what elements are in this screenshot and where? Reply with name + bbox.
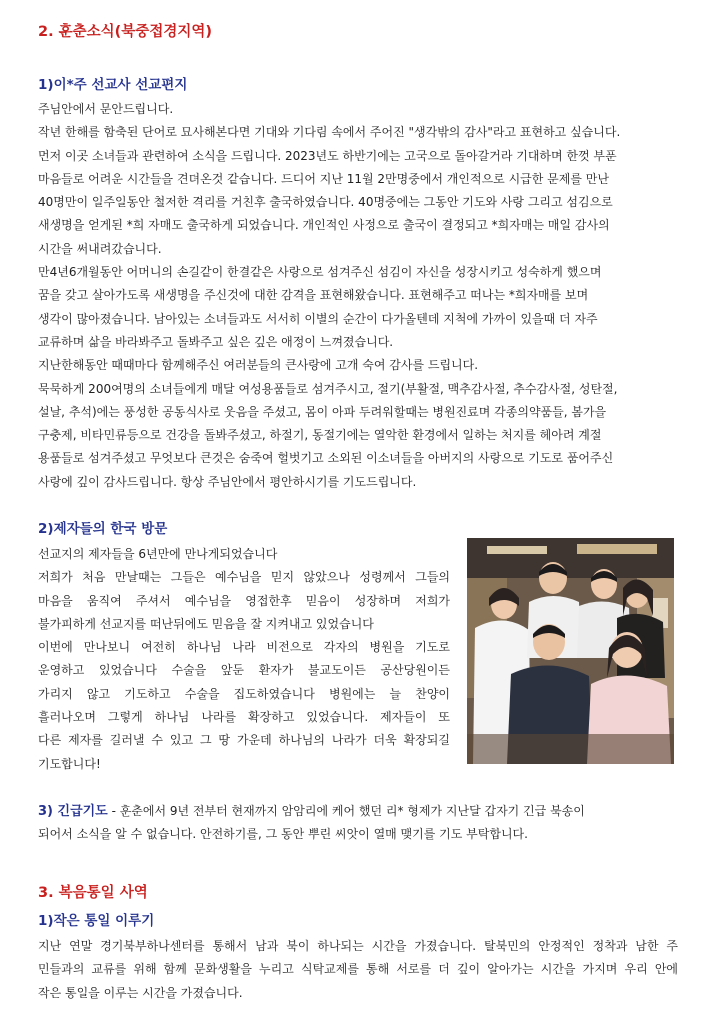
body-line: 다른 제자를 길러낼 수 있고 그 땅 가운데 하나님의 나라가 더욱 확장되길	[38, 733, 450, 748]
urgent-prayer-label: 3) 긴급기도	[38, 804, 108, 819]
body-line: 운영하고 있었습니다 수술을 앞둔 환자가 불교도이든 공산당원이든	[38, 663, 450, 678]
body-line: 마음을 움직여 주셔서 예수님을 영접한후 믿음이 성장하며 저희가	[38, 593, 450, 608]
body-line: 묵묵하게 200여명의 소녀들에게 매달 여성용품들로 섬겨주시고, 절기(부활절, 맥추감사절, 추수감사절, 성탄절,	[38, 381, 618, 396]
body-line: 지난한해동안 때때마다 함께해주신 여러분들의 큰사랑에 고개 숙여 감사를 드립니다.	[38, 358, 479, 373]
body-line: 민들과의 교류를 위해 함께 문화생활을 누리고 식탁교제를 통해 서로를 더 깊이 알아가는 시간을 가지며 우리 안에	[38, 962, 678, 977]
body-line: 생각이 많아졌습니다. 남아있는 소녀들과도 서서히 이별의 순간이 다가올텐데 지척에 가까이 있을때 더 자주	[38, 311, 598, 326]
body-line: 마음들로 어려운 시간들을 견뎌온것 같습니다. 드디어 지난 11월 2만명중에서 개인적으로 시급한 문제를 만난	[38, 171, 609, 186]
missionary-letter-body	[38, 98, 678, 494]
body-line: 사랑에 깊이 감사드립니다. 항상 주님안에서 평안하시기를 기도드립니다.	[38, 474, 417, 489]
body-line: 꿈을 갖고 살아가도록 새생명을 주신것에 대한 감격을 표현해왔습니다. 표현해주고 떠나는 *희자매를 보며	[38, 288, 589, 303]
section-2-title: 2. 훈춘소식(북중접경지역)	[38, 24, 212, 40]
section-3-title: 3. 복음통일 사역	[38, 885, 148, 901]
body-line: 흘러나오며 그렇게 하나님 나라를 확장하고 있었습니다. 제자들이 또	[38, 710, 450, 725]
small-unification-body	[38, 935, 678, 1005]
body-line: 구충제, 비타민류등으로 건강을 돌봐주셨고, 하절기, 동절기에는 열악한 환경에서 일하는 처지를 헤아려 계절	[38, 428, 602, 443]
body-line: 이번에 만나보니 여전히 하나님 나라 비전으로 각자의 병원을 기도로	[38, 640, 450, 655]
urgent-prayer-text: - 훈춘에서 9년 전부터 현재까지 암암리에 케어 했던 리* 형제가 지난달 갑자기 긴급 북송이	[107, 804, 585, 818]
urgent-prayer	[38, 800, 678, 847]
body-line: 작은 통일을 이루는 시간을 가졌습니다.	[38, 985, 243, 1000]
body-line: 40명만이 일주일동안 철저한 격리를 거친후 출국하였습니다. 40명중에는 그동안 기도와 사랑 그리고 섬김으로	[38, 195, 613, 210]
body-line: 지난 연말 경기북부하나센터를 통해서 남과 북이 하나되는 시간을 가졌습니다. 탈북민의 안정적인 정착과 남한 주	[38, 939, 678, 953]
urgent-prayer-line	[38, 800, 678, 823]
body-line: 새생명을 얻게된 *희 자매도 출국하게 되었습니다. 개인적인 사정으로 출국이 결정되고 *희자매는 매일 감사의	[38, 218, 610, 233]
body-line: 저희가 처음 만날때는 그들은 예수님을 믿지 않았으나 성령께서 그들의	[38, 570, 450, 585]
missionary-letter-heading: 1)이*주 선교사 선교편지	[38, 77, 188, 93]
body-line: 가리지 않고 기도하고 수술을 집도하였습니다 병원에는 늘 찬양이	[38, 686, 450, 701]
body-line: 시간을 써내려갔습니다.	[38, 241, 162, 256]
small-unification-heading: 1)작은 통일 이루기	[38, 913, 155, 929]
body-line: 교류하며 삶을 바라봐주고 돌봐주고 싶은 깊은 애정이 느껴졌습니다.	[38, 334, 394, 349]
body-line: 먼저 이곳 소녀들과 관련하여 소식을 드립니다. 2023년도 하반기에는 고국으로 돌아갈거라 기대하며 한껏 부푼	[38, 148, 617, 163]
body-line: 만4년6개월동안 어머니의 손길같이 한결같은 사랑으로 섬겨주신 섬김이 자신을 성장시키고 성숙하게 했으며	[38, 265, 602, 280]
body-line: 선교지의 제자들을 6년만에 만나게되었습니다	[38, 547, 278, 561]
body-line: 작년 한해를 함축된 단어로 묘사해본다면 기대와 기다림 속에서 주어진 "생각밖의 감사"라고 표현하고 싶습니다.	[38, 125, 621, 140]
body-line: 설날, 추석)에는 풍성한 공동식사로 웃음을 주셨고, 몸이 아파 두려워할때는 병원진료며 각종의약품들, 봄가을	[38, 404, 607, 419]
disciples-group-photo	[467, 538, 674, 764]
body-line: 기도합니다!	[38, 756, 101, 771]
body-line: 주님안에서 문안드립니다.	[38, 102, 174, 116]
body-line: 불가피하게 선교지를 떠난뒤에도 믿음을 잘 지켜내고 있었습니다	[38, 616, 374, 631]
disciples-visit-body	[38, 543, 450, 776]
body-line: 용품들로 섬겨주셨고 무엇보다 큰것은 숨죽여 헐벗기고 소외된 이소녀들을 아버지의 사랑으로 기도로 품어주신	[38, 451, 614, 466]
disciples-visit-heading: 2)제자들의 한국 방문	[38, 521, 168, 537]
body-line: 되어서 소식을 알 수 없습니다. 안전하기를, 그 동안 뿌린 씨앗이 열매 맺기를 기도 부탁합니다.	[38, 827, 528, 842]
